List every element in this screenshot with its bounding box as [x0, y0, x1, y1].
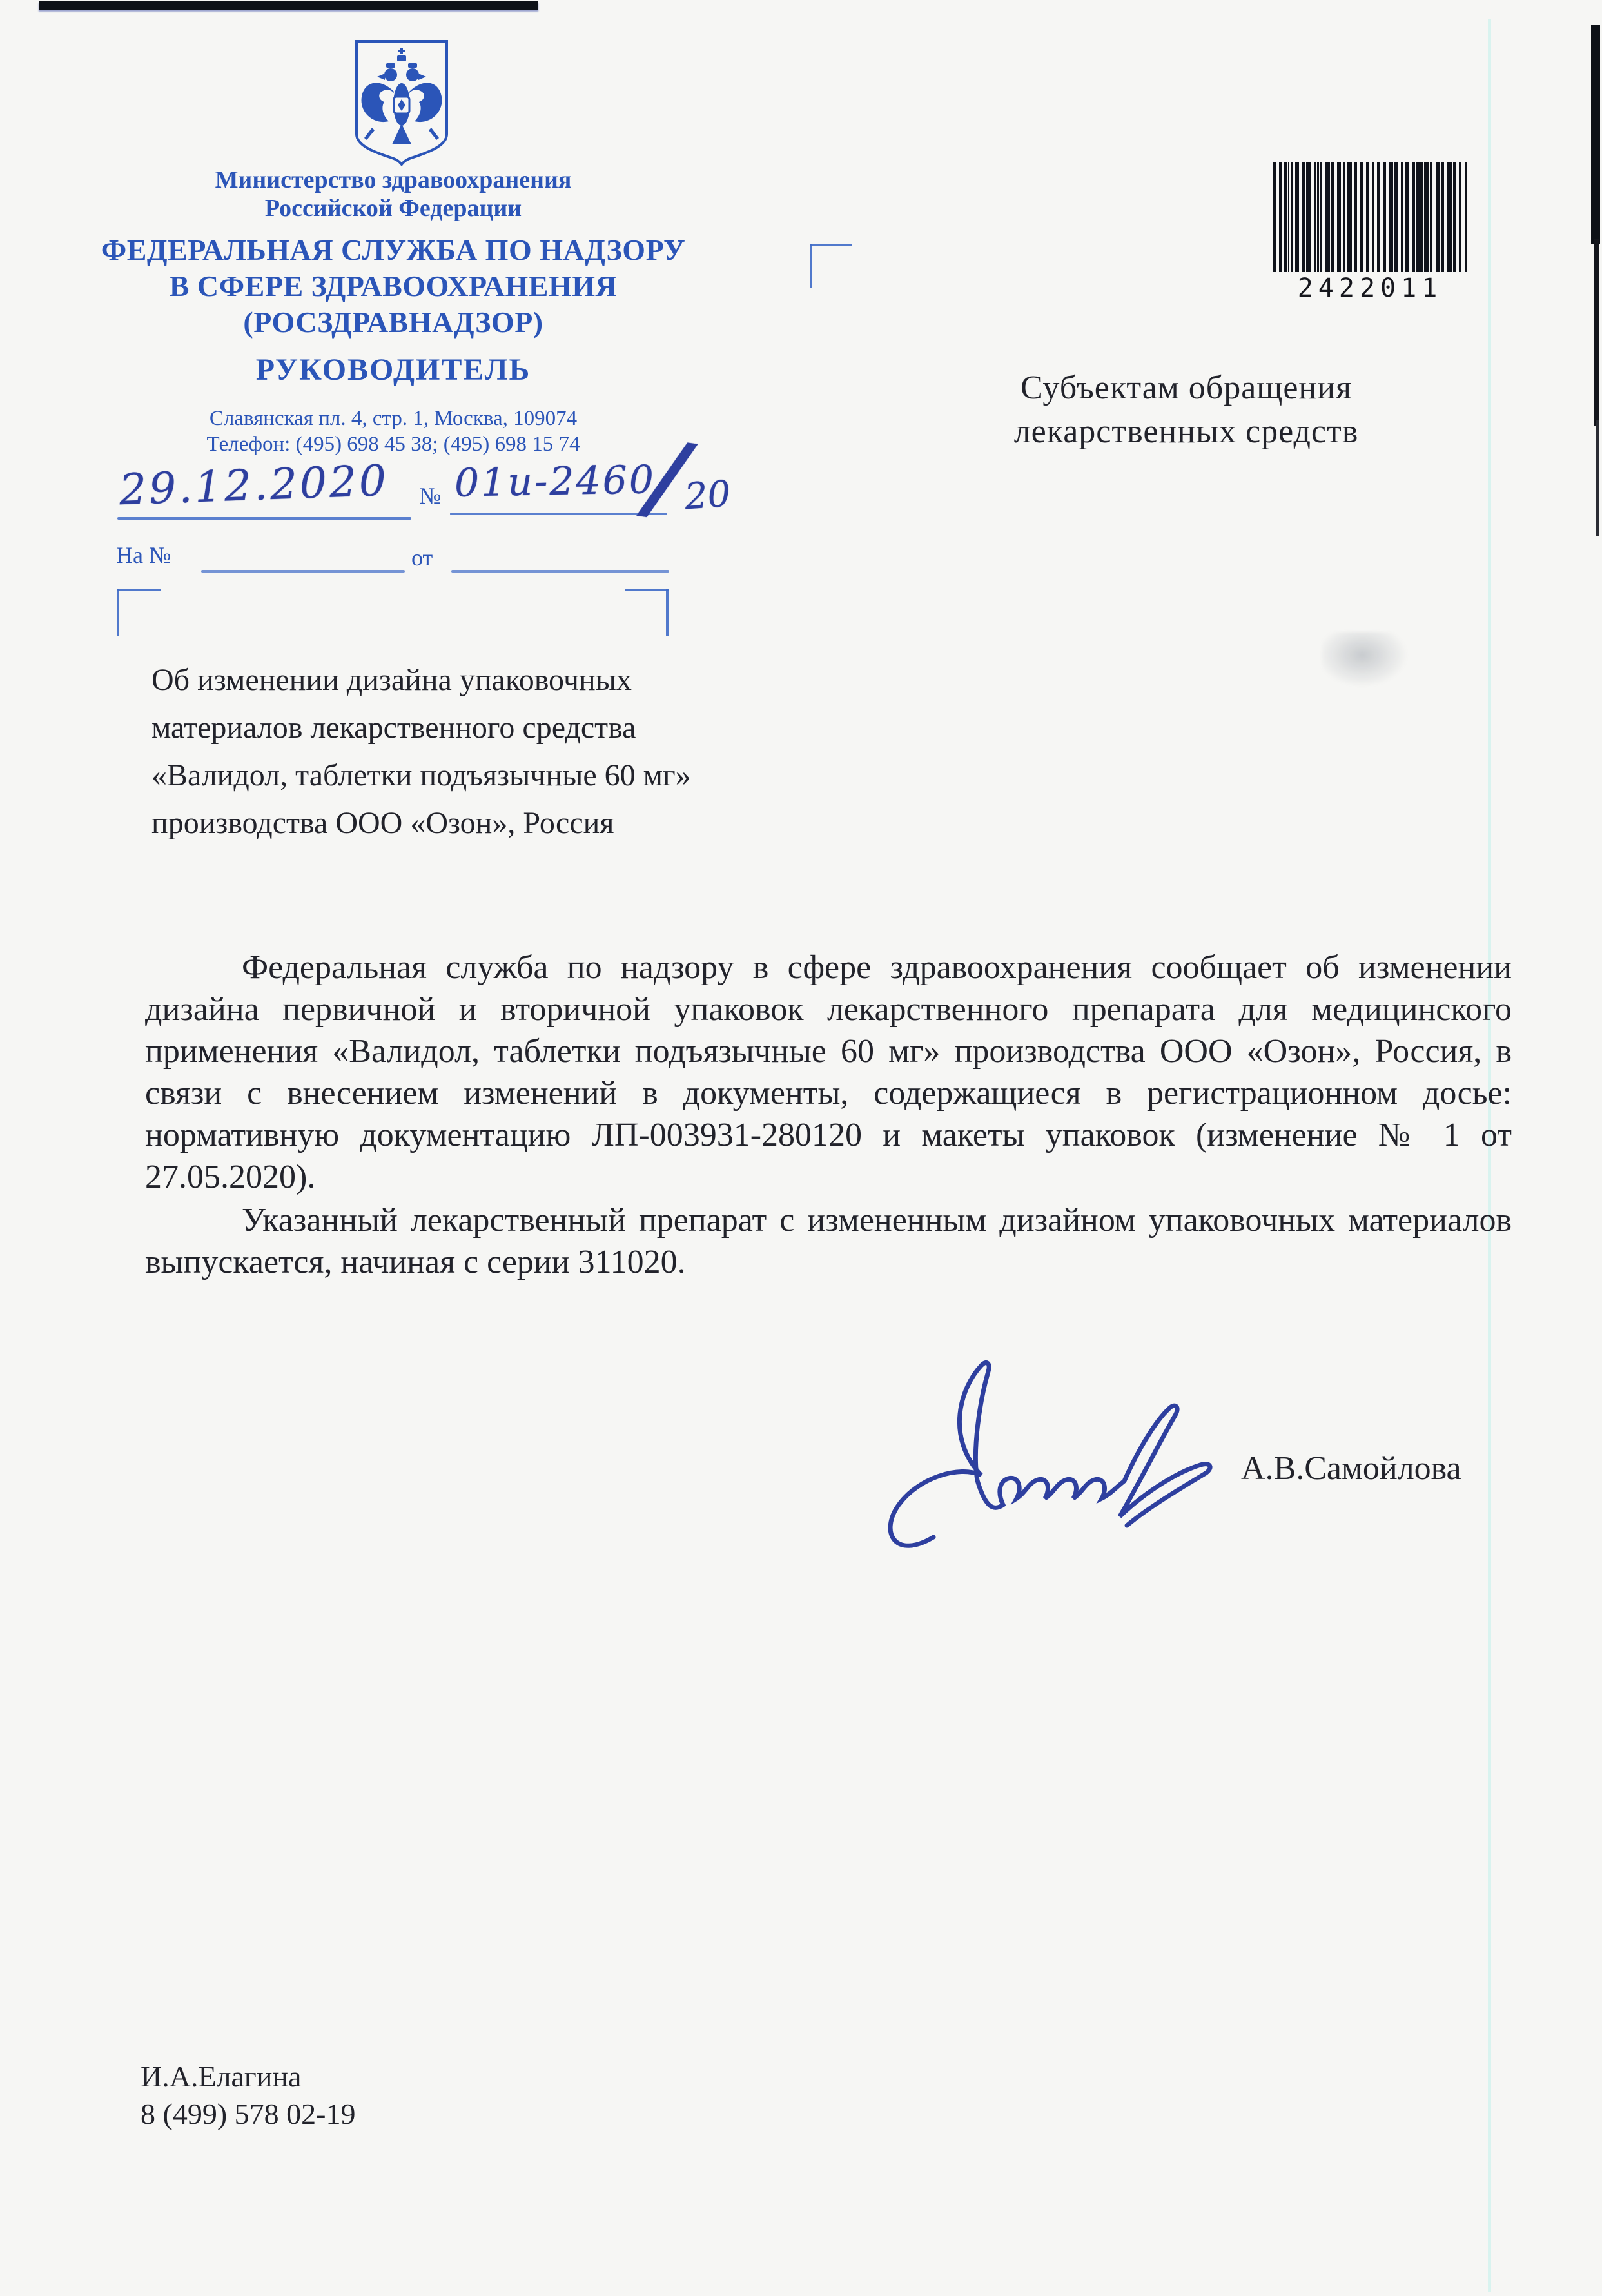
- coat-of-arms-icon: [347, 37, 456, 166]
- addressee-block: [928, 366, 1444, 454]
- number-sign-label: №: [419, 483, 442, 509]
- ministry-name-line2: Российской Федерации: [264, 195, 522, 222]
- scan-artifact-right-line: [1591, 25, 1600, 244]
- corner-mark-addressee: [810, 244, 812, 288]
- date-underline: [117, 517, 411, 520]
- executor-name: И.А.Елагина: [141, 2060, 302, 2093]
- outgoing-number-handwritten: 01и-2460: [454, 457, 656, 506]
- position-title: РУКОВОДИТЕЛЬ: [255, 353, 531, 387]
- executor-block: [141, 2058, 355, 2133]
- signature-autograph: [883, 1340, 1257, 1553]
- reply-number-label: На №: [116, 542, 171, 568]
- subject-block: [151, 656, 783, 847]
- body-paragraph-2: Указанный лекарственный препарат с измененным дизайном упаковочных материалов выпускается, начиная с серии 311020.: [145, 1202, 1512, 1280]
- reply-from-label: от: [411, 545, 433, 571]
- subject-line1: Об изменении дизайна упаковочных: [151, 663, 632, 697]
- outgoing-date-handwritten: 29.12.2020: [118, 455, 390, 515]
- reply-date-underline: [451, 570, 669, 573]
- executor-phone: 8 (499) 578 02-19: [141, 2097, 356, 2130]
- addressee-line2: лекарственных средств: [1013, 413, 1359, 450]
- number-underline: [450, 513, 667, 515]
- subject-line4: производства ООО «Озон», Россия: [151, 806, 614, 840]
- reply-number-underline: [201, 570, 405, 573]
- barcode: [1273, 162, 1467, 272]
- subject-line3: «Валидол, таблетки подъязычные 60 мг»: [151, 758, 691, 792]
- corner-mark-left: [117, 589, 161, 591]
- corner-mark-left: [117, 589, 119, 636]
- corner-mark-right: [666, 589, 669, 636]
- service-name-line2: В СФЕРЕ ЗДРАВООХРАНЕНИЯ: [169, 270, 618, 302]
- corner-mark-right: [625, 589, 669, 591]
- number-suffix-handwritten: 20: [683, 473, 732, 518]
- body-paragraph-1: Федеральная служба по надзору в сфере здравоохранения сообщает об изменении дизайна первичной и вторичной упаковок лекарственного препарата для медицинского применения «Валидол, таблетки подъязычные 60 мг» производства ООО «Озон», Россия, в связи с внесением изменений в документы, содержащиеся в регистрационном досье: нормативную документацию ЛП-003931-280120 и макеты упаковок (изменение № 1 от 27.05.2020).: [145, 949, 1512, 1195]
- number-slash-handwritten: /: [642, 418, 693, 536]
- scan-artifact-smudge: [1322, 632, 1412, 690]
- body-text: [145, 947, 1512, 1284]
- subject-line2: материалов лекарственного средства: [151, 711, 636, 745]
- letterhead-phone: Телефон: (495) 698 45 38; (495) 698 15 74: [206, 433, 580, 456]
- barcode-number: 2422011: [1297, 273, 1443, 303]
- service-name-line3: (РОСЗДРАВНАДЗОР): [243, 306, 543, 339]
- signatory-name: А.В.Самойлова: [1241, 1450, 1461, 1487]
- ministry-name-line1: Министерство здравоохранения: [215, 166, 572, 193]
- addressee-line1: Субъектам обращения: [1021, 369, 1352, 406]
- scan-artifact-right-line: [1594, 239, 1599, 426]
- scan-artifact-top-bar: [39, 1, 538, 10]
- corner-mark-addressee: [810, 244, 852, 246]
- scan-artifact-right-line: [1596, 420, 1599, 536]
- letterhead-address: Славянская пл. 4, стр. 1, Москва, 109074: [209, 407, 578, 430]
- service-name-line1: ФЕДЕРАЛЬНАЯ СЛУЖБА ПО НАДЗОРУ: [101, 233, 686, 266]
